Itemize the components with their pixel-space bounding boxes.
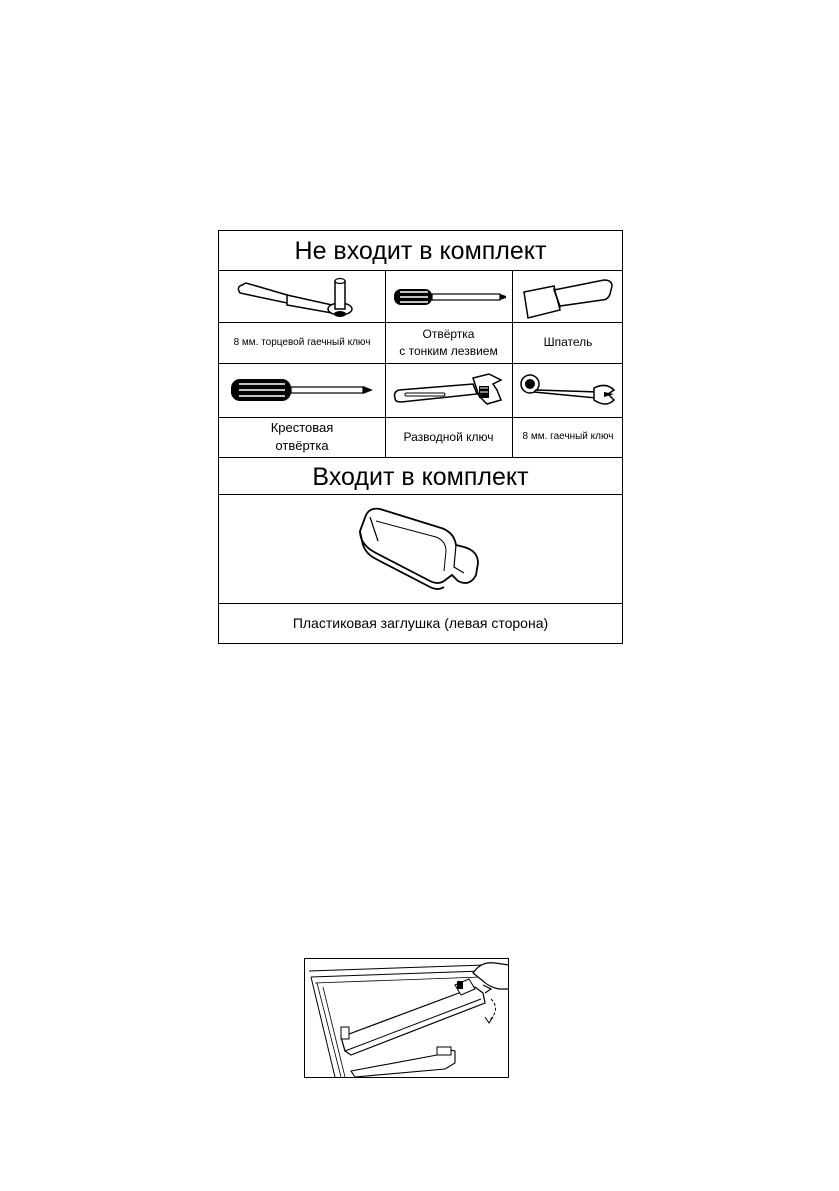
label-flathead-screwdriver: Отвёртка с тонким лезвием xyxy=(399,327,498,358)
not-included-header: Не входит в комплект xyxy=(219,231,622,271)
scraper-icon xyxy=(512,271,624,322)
adjustable-wrench-icon xyxy=(385,363,512,417)
combination-wrench-icon xyxy=(512,363,624,417)
label-scraper: Шпатель xyxy=(543,335,593,349)
label-combination-wrench: 8 мм. гаечный ключ xyxy=(522,431,614,442)
label-socket-wrench: 8 мм. торцевой гаечный ключ xyxy=(233,337,371,348)
label-plastic-cap: Пластиковая заглушка (левая сторона) xyxy=(292,615,549,631)
socket-wrench-icon xyxy=(219,271,385,322)
flathead-screwdriver-icon xyxy=(385,271,512,322)
included-header: Входит в комплект xyxy=(219,457,622,495)
plastic-cap-icon xyxy=(219,495,622,603)
label-adjustable-wrench: Разводной ключ xyxy=(403,430,494,444)
tools-table xyxy=(218,230,623,644)
phillips-screwdriver-icon xyxy=(219,363,385,417)
door-shelf-illustration xyxy=(304,958,509,1078)
label-phillips-screwdriver: Крестовая отвёртка xyxy=(270,420,334,453)
